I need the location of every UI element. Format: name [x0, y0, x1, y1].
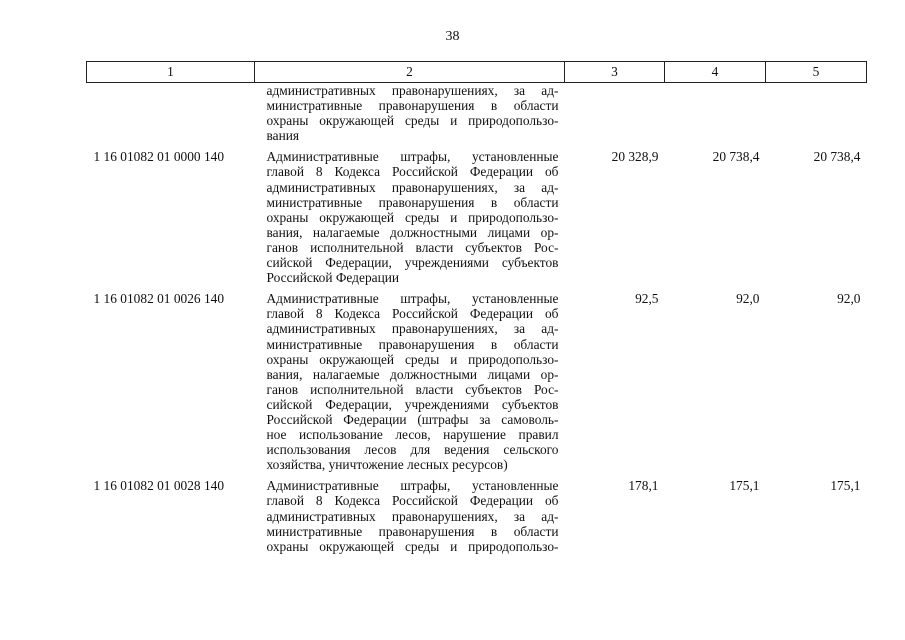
row-description: [255, 83, 565, 150]
header-row: [87, 62, 867, 83]
row-description: [255, 291, 565, 478]
description-line: административных правонарушениях, за ад-: [266, 321, 559, 337]
row-description: [255, 149, 565, 291]
row-value-col4: 92,0: [736, 291, 760, 307]
row-value-col4: 175,1: [729, 478, 760, 494]
description-line: ганов исполнительной власти субъектов Рос-: [266, 239, 559, 255]
description-line: охраны окружающей среды и природопользо-: [266, 351, 559, 367]
description-line: охраны окружающей среды и природопользо-: [266, 538, 559, 554]
page-number: 38: [445, 29, 460, 44]
description-line: министративные правонарушения в области: [266, 336, 559, 352]
description-line: главой 8 Кодекса Российской Федерации об: [266, 306, 559, 322]
table-header: [87, 62, 867, 83]
description-line: сийской Федерации, учреждениями субъектов: [266, 255, 559, 271]
description-line: Административные штрафы, установленные: [266, 478, 559, 494]
row-value-col5: 92,0: [837, 291, 861, 307]
row-code: 1 16 01082 01 0000 140: [93, 149, 225, 165]
column-header-1: 1: [87, 62, 255, 83]
description-line: вания: [266, 128, 300, 144]
row-value-col4: 20 738,4: [712, 149, 760, 165]
column-header-5: 5: [766, 62, 867, 83]
row-description: [255, 478, 565, 553]
table-row: [87, 83, 867, 150]
row-value-col4: [665, 83, 766, 150]
table-row: [87, 478, 867, 553]
description-line: главой 8 Кодекса Российской Федерации об: [266, 164, 559, 180]
description-line: Российской Федерации: [266, 270, 400, 286]
description-line: главой 8 Кодекса Российской Федерации об: [266, 493, 559, 509]
description-line: министративные правонарушения в области: [266, 194, 559, 210]
description-line: Российской Федерации (штрафы за самоволь-: [266, 411, 559, 427]
description-line: вания, налагаемые должностными лицами ор-: [266, 224, 559, 240]
description-line: Административные штрафы, установленные: [266, 291, 559, 307]
description-line: административных правонарушениях, за ад-: [266, 83, 559, 98]
description-line: административных правонарушениях, за ад-: [266, 508, 559, 524]
row-code: [87, 83, 255, 150]
description-line: министративные правонарушения в области: [266, 98, 559, 114]
row-value-col3: [565, 83, 665, 150]
column-header-2: 2: [255, 62, 565, 83]
column-header-3: 3: [565, 62, 665, 83]
row-value-col3: 20 328,9: [611, 149, 659, 165]
table-body: [87, 83, 867, 554]
row-value-col5: [766, 83, 867, 150]
description-line: Административные штрафы, установленные: [266, 149, 559, 165]
description-line: охраны окружающей среды и природопользо-: [266, 113, 559, 129]
description-line: сийской Федерации, учреждениями субъектов: [266, 396, 559, 412]
table-row: [87, 149, 867, 291]
row-value-col5: 175,1: [830, 478, 861, 494]
description-line: использования лесов для ведения сельского: [266, 442, 559, 458]
description-line: ное использование лесов, нарушение правил: [266, 427, 559, 443]
row-value-col5: 20 738,4: [813, 149, 861, 165]
description-line: хозяйства, уничтожение лесных ресурсов): [266, 457, 508, 473]
description-line: административных правонарушениях, за ад-: [266, 179, 559, 195]
row-code: 1 16 01082 01 0026 140: [93, 291, 225, 307]
table-row: [87, 291, 867, 478]
budget-table: [86, 61, 867, 554]
row-value-col3: 92,5: [635, 291, 659, 307]
row-value-col3: 178,1: [628, 478, 659, 494]
row-code: 1 16 01082 01 0028 140: [93, 478, 225, 494]
description-line: ганов исполнительной власти субъектов Рос-: [266, 381, 559, 397]
description-line: охраны окружающей среды и природопользо-: [266, 209, 559, 225]
column-header-4: 4: [665, 62, 766, 83]
description-line: вания, налагаемые должностными лицами ор-: [266, 366, 559, 382]
description-line: министративные правонарушения в области: [266, 523, 559, 539]
